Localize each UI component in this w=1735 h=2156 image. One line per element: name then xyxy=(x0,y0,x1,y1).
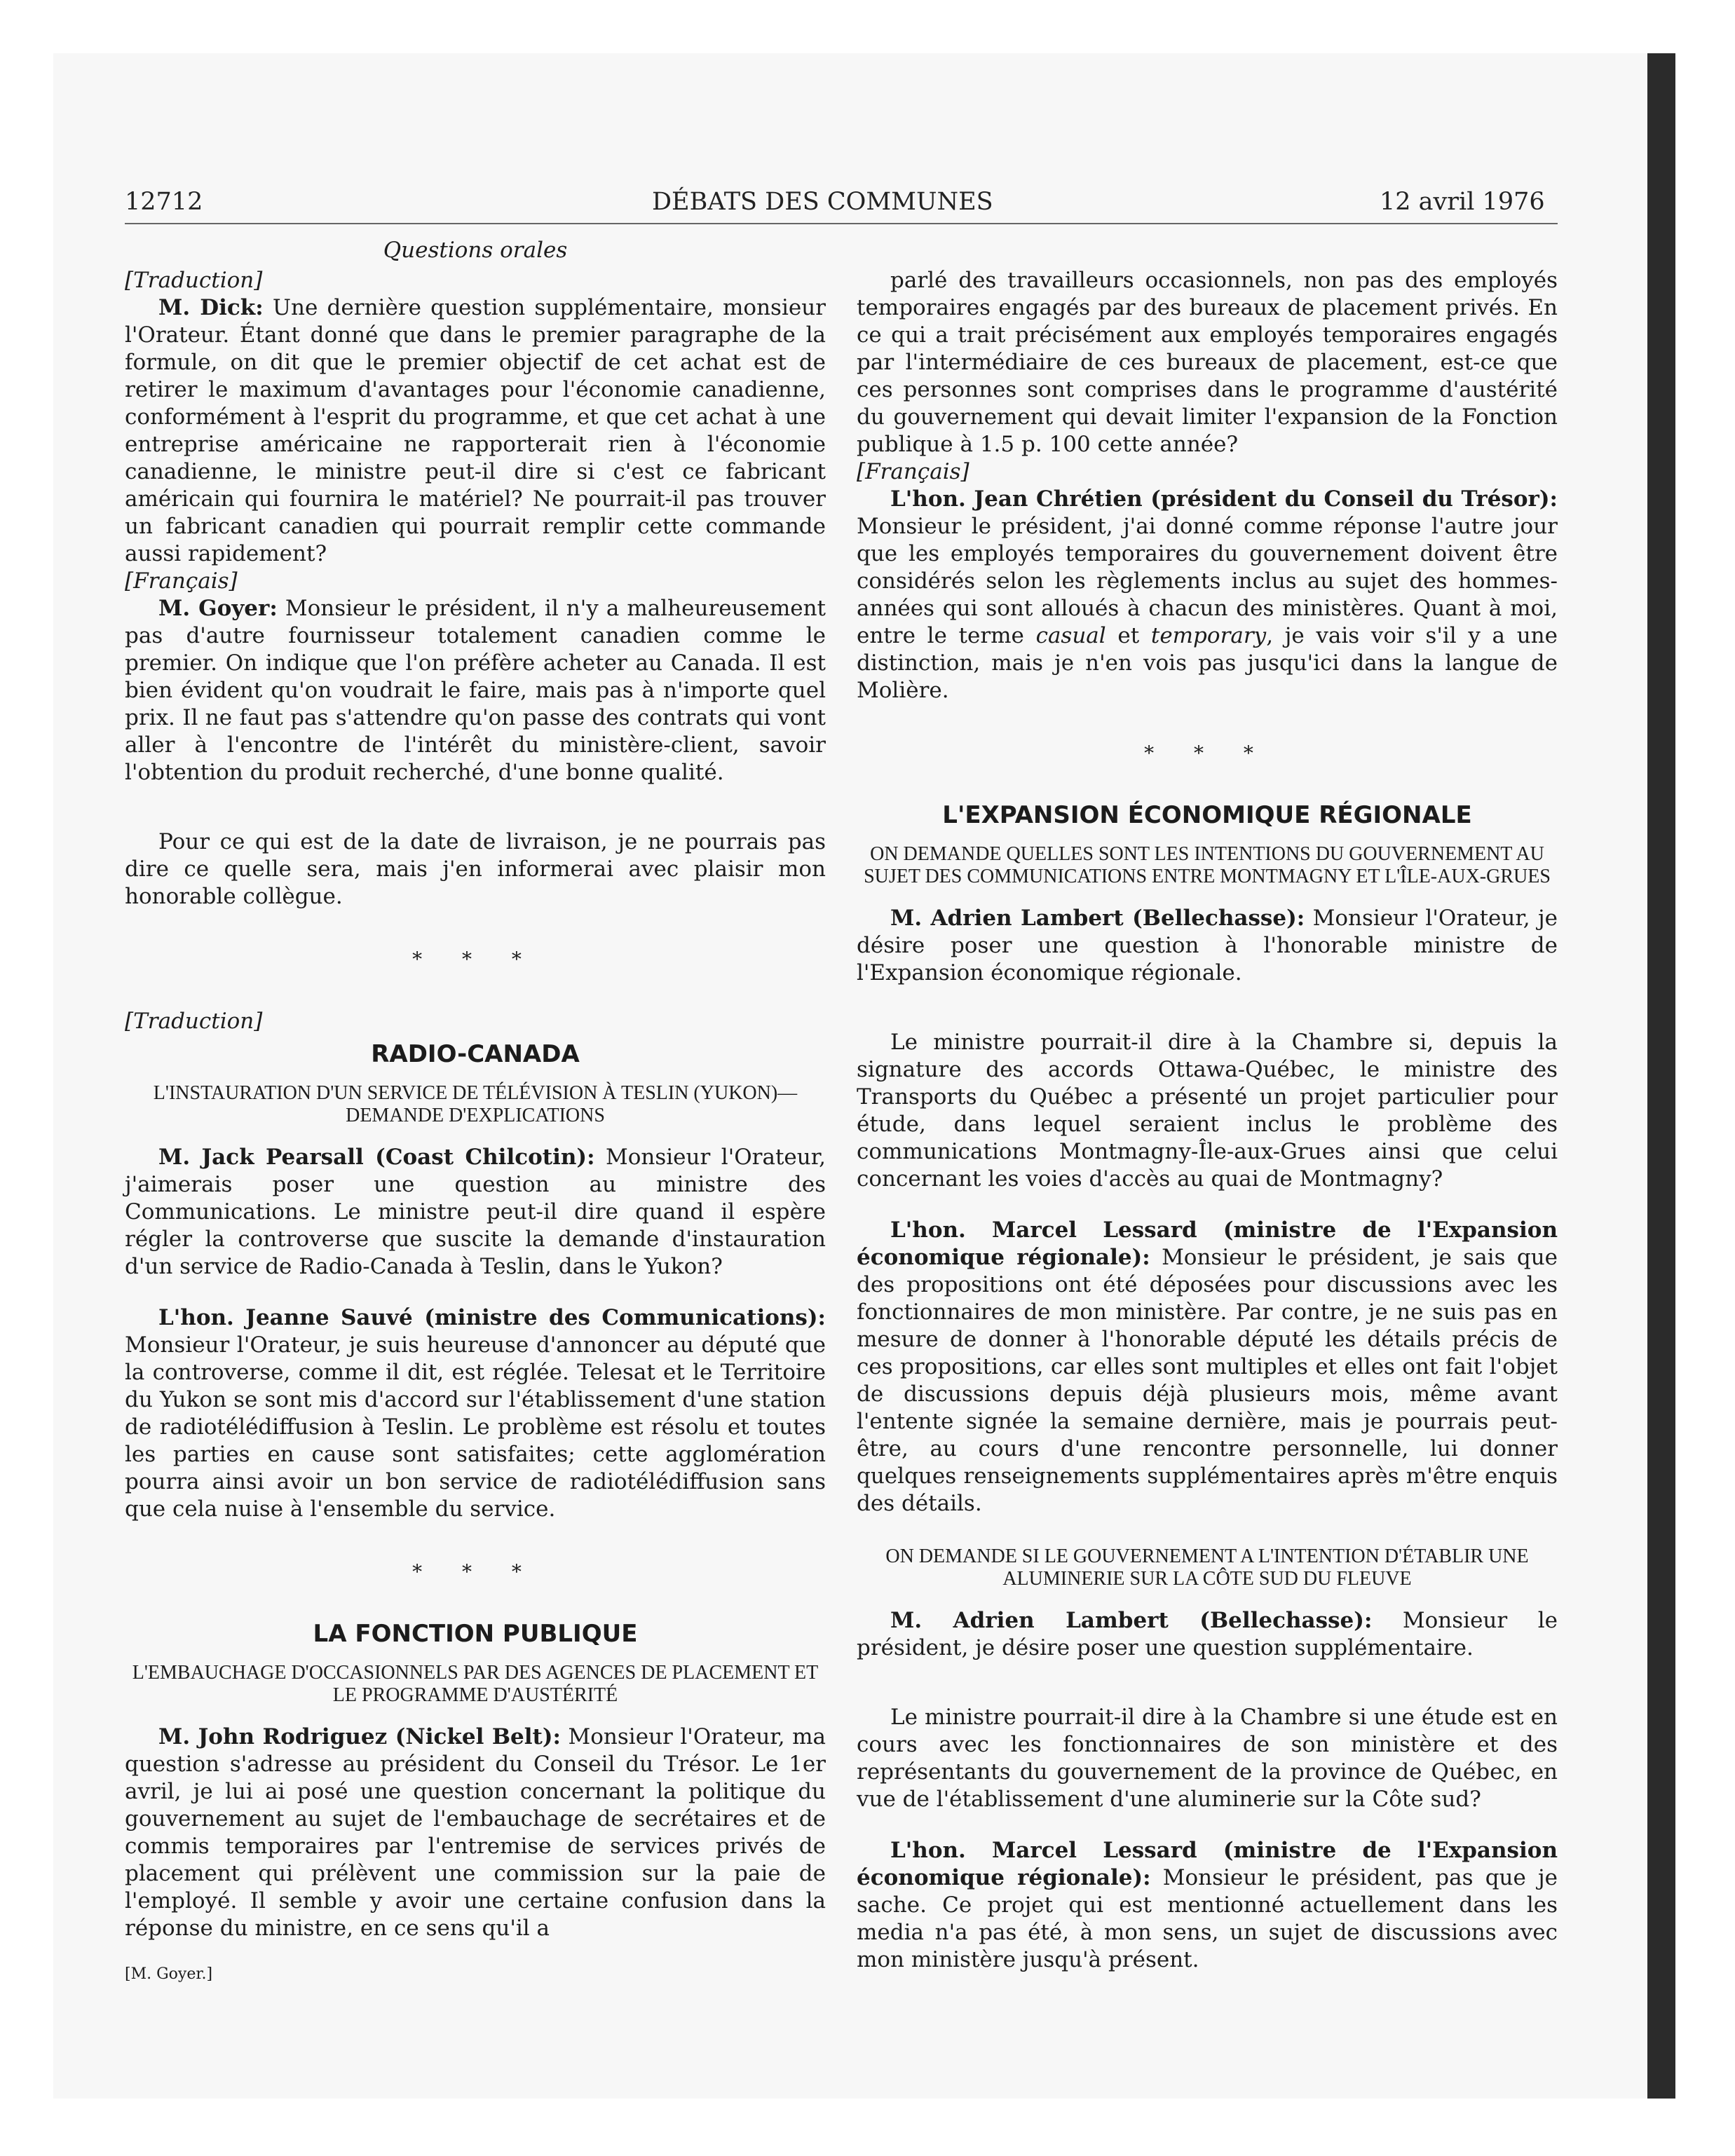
right-column xyxy=(857,237,1558,1974)
speech-text: Une dernière question supplémentaire, monsieur l'Orateur. Étant donné que dans le premier paragraphe de la formule, on dit que le premier objectif de cet achat est de retirer le maximum d'avantages pour l'économie canadienne, conformément à l'esprit du programme, et que cet achat à une entreprise américaine ne rapporterait rien à l'économie canadienne, le ministre peut-il dire si c'est ce fabricant américain qui fournira le matériel? Ne pourrait-il pas trouver un fabricant canadien qui pourrait remplir cette commande aussi rapidement? xyxy=(125,295,826,566)
section-separator: * * * xyxy=(1144,742,1270,765)
header-rule xyxy=(125,223,1558,224)
speech-paragraph: Le ministre pourrait-il dire à la Chambre si, depuis la signature des accords Ottawa-Québec, le ministre des Transports du Québec a présenté un projet particulier pour étude, dans lequel seraient inclus le problème des communications Montmagny-Île-aux-Grues ainsi que celui concernant les voies d'accès au quai de Montmagny? xyxy=(857,1030,1558,1192)
subsection-heading: L'INSTAURATION D'UN SERVICE DE TÉLÉVISION À TESLIN (YUKON)—DEMANDE D'EXPLICATIONS xyxy=(153,1082,798,1126)
speaker-name: M. Adrien Lambert (Bellechasse): xyxy=(890,906,1305,931)
speech-text: , je vais voir s'il y a une distinction, mais je n'en vois pas jusqu'ici dans la langue de Molière. xyxy=(857,623,1558,703)
subsection-heading: L'EMBAUCHAGE D'OCCASIONNELS PAR DES AGENCES DE PLACEMENT ET LE PROGRAMME D'AUSTÉRITÉ xyxy=(132,1662,819,1706)
section-heading: LA FONCTION PUBLIQUE xyxy=(313,1620,638,1648)
speaker-name: M. John Rodriguez (Nickel Belt): xyxy=(158,1724,561,1749)
language-tag: [Français] xyxy=(125,568,238,594)
speaker-name: M. Jack Pearsall (Coast Chilcotin): xyxy=(158,1145,595,1170)
subsection-heading: ON DEMANDE SI LE GOUVERNEMENT A L'INTENTION D'ÉTABLIR UNE ALUMINERIE SUR LA CÔTE SUD DU FLEUVE xyxy=(885,1546,1529,1590)
language-tag: [Traduction] xyxy=(125,268,263,293)
speech-text: Monsieur l'Orateur, ma question s'adresse au président du Conseil du Trésor. Le 1er avril, je lui ai posé une question concernant la politique du gouvernement au sujet de l'embauchage de secrétaires et de commis temporaires par l'entremise de services privés de placement qui prélèvent une commission sur la paie de l'employé. Il semble y avoir une certaine confusion dans la réponse du ministre, en ce sens qu'il a xyxy=(125,1724,826,1941)
speaker-name: L'hon. Marcel Lessard (ministre de l'Expansion économique régionale): xyxy=(857,1217,1558,1270)
speech-text-italic: casual xyxy=(1035,623,1106,648)
speech-text: Monsieur le président, je désire poser une question supplémentaire. xyxy=(857,1608,1558,1660)
speaker-name: M. Goyer: xyxy=(158,596,278,621)
speech-paragraph xyxy=(125,1724,826,1942)
footer-note: [M. Goyer.] xyxy=(125,1965,213,1983)
speaker-name: M. Dick: xyxy=(158,295,264,320)
running-head: Questions orales xyxy=(383,238,568,263)
speech-text: Monsieur le président, j'ai donné comme réponse l'autre jour que les employés temporaires du gouvernement doivent être considérés selon les règlements inclus au sujet des hommes-années qui sont alloués à chacun des ministères. Quant à moi, entre le terme xyxy=(857,514,1558,648)
speech-text: et xyxy=(1105,623,1151,648)
language-tag: [Traduction] xyxy=(125,1009,263,1034)
speech-text-italic: temporary xyxy=(1150,623,1267,648)
speech-paragraph xyxy=(125,595,826,786)
subsection-heading: ON DEMANDE QUELLES SONT LES INTENTIONS DU GOUVERNEMENT AU SUJET DES COMMUNICATIONS ENTRE MONTMAGNY ET L'ÎLE-AUX-GRUES xyxy=(864,843,1551,887)
journal-title: DÉBATS DES COMMUNES xyxy=(652,188,993,216)
speech-paragraph: Le ministre pourrait-il dire à la Chambre si une étude est en cours avec les fonctionnaires de son ministère et des représentants du gouvernement de la province de Québec, en vue de l'établissement d'une aluminerie sur la Côte sud? xyxy=(857,1705,1558,1812)
speech-paragraph xyxy=(125,1304,826,1523)
language-tag: [Français] xyxy=(857,459,969,484)
speech-paragraph xyxy=(857,1837,1558,1974)
speech-paragraph xyxy=(125,1144,826,1281)
speech-paragraph xyxy=(857,486,1558,704)
section-separator: * * * xyxy=(412,948,538,971)
speech-paragraph: Pour ce qui est de la date de livraison, je ne pourrais pas dire ce quelle sera, mais j'en informerai avec plaisir mon honorable collègue. xyxy=(125,829,826,909)
speech-paragraph xyxy=(857,905,1558,987)
speech-paragraph xyxy=(125,294,826,568)
page-date: 12 avril 1976 xyxy=(1380,188,1545,216)
scan-edge xyxy=(1647,53,1675,2099)
speech-text: Monsieur l'Orateur, je suis heureuse d'annoncer au député que la controverse, comme il dit, est réglée. Telesat et le Territoire du Yukon se sont mis d'accord sur l'établissement d'une station de radiotélédiffusion à Teslin. Le problème est résolu et toutes les parties en cause sont satisfaites; cette agglomération pourra ainsi avoir un bon service de radiotélédiffusion sans que cela nuise à l'ensemble du service. xyxy=(125,1332,826,1522)
speech-text: Monsieur le président, il n'y a malheureusement pas d'autre fournisseur totalement canadien comme le premier. On indique que l'on préfère acheter au Canada. Il est bien évident qu'on voudrait le faire, mais pas à n'importe quel prix. Il ne faut pas s'attendre qu'on passe des contrats qui vont aller à l'encontre de l'intérêt du ministère-client, savoir l'obtention du produit recherché, d'une bonne qualité. xyxy=(125,596,826,785)
speaker-name: L'hon. Jean Chrétien (président du Conseil du Trésor): xyxy=(890,486,1558,512)
speech-text: Monsieur l'Orateur, je désire poser une question à l'honorable ministre de l'Expansion économique régionale. xyxy=(857,906,1558,985)
section-heading: RADIO-CANADA xyxy=(371,1040,580,1068)
speech-text: Monsieur l'Orateur, j'aimerais poser une question au ministre des Communications. Le ministre peut-il dire quand il espère régler la controverse que suscite la demande d'instauration d'un service de Radio-Canada à Teslin, dans le Yukon? xyxy=(125,1145,826,1279)
left-column xyxy=(125,237,826,1988)
speech-text: Monsieur le président, pas que je sache. Ce projet qui est mentionné actuellement dans les media n'a pas été, à mon sens, un sujet de discussions avec mon ministère jusqu'à présent. xyxy=(857,1865,1558,1972)
section-separator: * * * xyxy=(412,1560,538,1583)
speech-paragraph xyxy=(857,1217,1558,1517)
speech-paragraph xyxy=(857,1607,1558,1662)
speech-text: Monsieur le président, je sais que des propositions ont été déposées pour discussions avec les fonctionnaires de mon ministère. Par contre, je ne suis pas en mesure de donner à l'honorable député les détails précis de ces propositions, car elles sont multiples et elles ont fait l'objet de discussions depuis déjà plusieurs mois, même avant l'entente signée la semaine dernière, mais je pourrais peut-être, au cours d'une rencontre personnelle, lui donner quelques renseignements supplémentaires après m'être enquis des détails. xyxy=(857,1245,1558,1516)
speaker-name: L'hon. Marcel Lessard (ministre de l'Expansion économique régionale): xyxy=(857,1838,1558,1890)
section-heading: L'EXPANSION ÉCONOMIQUE RÉGIONALE xyxy=(942,801,1472,829)
page-number: 12712 xyxy=(125,188,203,216)
speaker-name: M. Adrien Lambert (Bellechasse): xyxy=(890,1608,1373,1633)
speech-paragraph: parlé des travailleurs occasionnels, non pas des employés temporaires engagés par des bureaux de placement privés. En ce qui a trait précisément aux employés temporaires engagés par l'intermédiaire de ces bureaux de placement, est-ce que ces personnes sont comprises dans le programme d'austérité du gouvernement qui devait limiter l'expansion de la Fonction publique à 1.5 p. 100 cette année? xyxy=(857,268,1558,457)
speaker-name: L'hon. Jeanne Sauvé (ministre des Communications): xyxy=(158,1305,826,1330)
